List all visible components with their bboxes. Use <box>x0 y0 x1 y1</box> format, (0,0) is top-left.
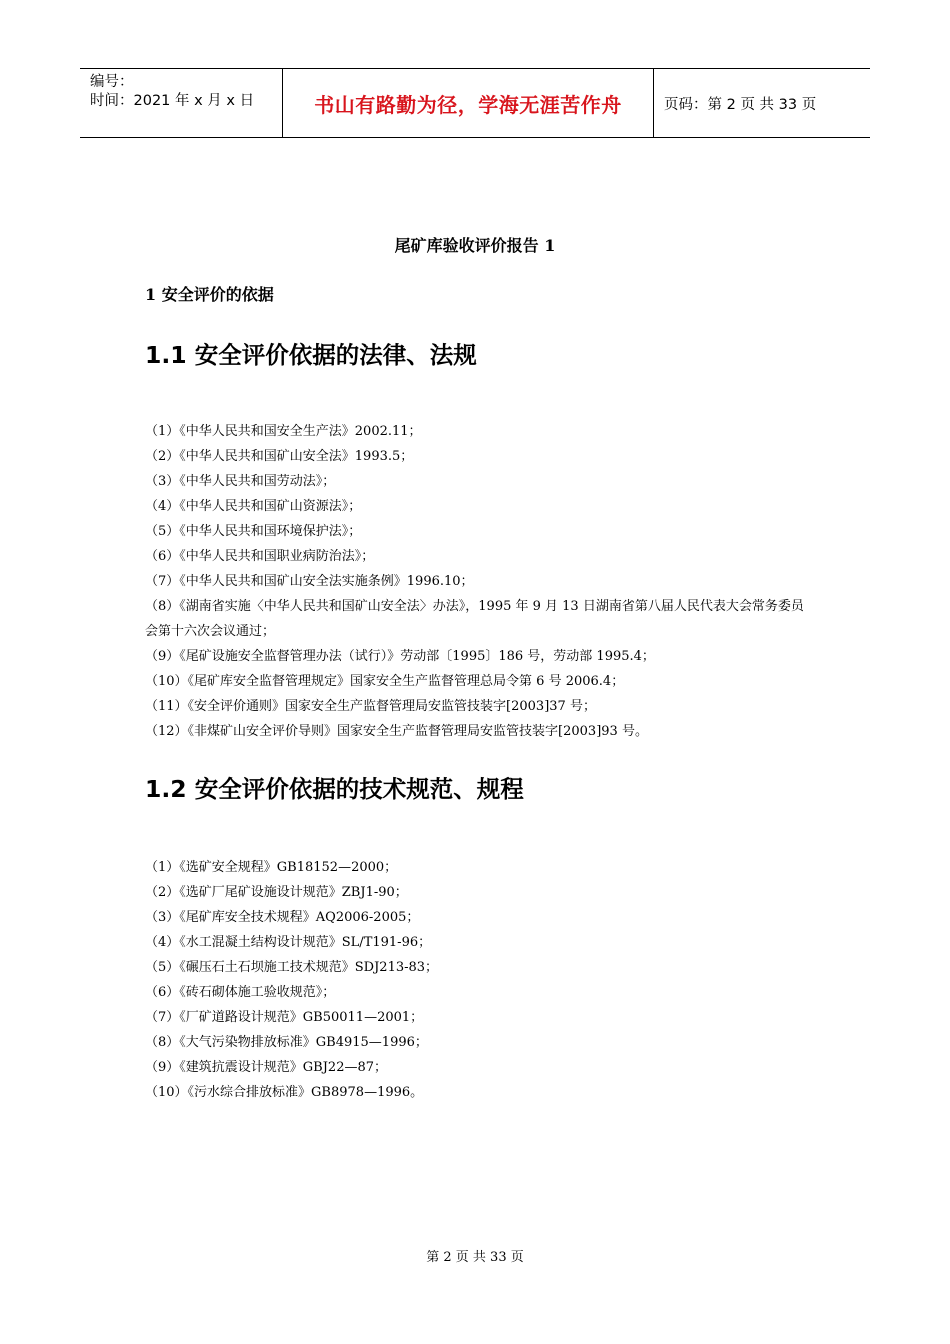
list-item: （3）《尾矿库安全技术规程》AQ2006-2005； <box>145 910 420 925</box>
list-item: （6）《砖石砌体施工验收规范》； <box>145 985 336 1000</box>
list-item: （7）《厂矿道路设计规范》GB50011—2001； <box>145 1010 424 1025</box>
list-item: （11）《安全评价通则》国家安全生产监督管理局安监管技装字[2003]37 号； <box>145 699 596 714</box>
list-item: （9）《尾矿设施安全监督管理办法（试行）》劳动部〔1995〕186 号，劳动部 1995.4； <box>145 649 655 664</box>
technical-standards-list <box>145 855 815 1105</box>
page-info-text: 页码：第 2 页 共 33 页 <box>664 96 817 113</box>
header-page-info <box>654 69 870 137</box>
list-item: （10）《污水综合排放标准》GB8978—1996。 <box>145 1085 424 1100</box>
document-date-label: 时间：2021 年 x 月 x 日 <box>90 93 255 109</box>
list-item: （5）《中华人民共和国环境保护法》； <box>145 524 362 539</box>
section-heading-1-1: 1.1 安全评价依据的法律、法规 <box>145 341 477 369</box>
list-item: （2）《中华人民共和国矿山安全法》1993.5； <box>145 449 414 464</box>
laws-regulations-list <box>145 419 815 744</box>
list-item: （5）《碾压石土石坝施工技术规范》SDJ213-83； <box>145 960 439 975</box>
section-heading-1-2: 1.2 安全评价依据的技术规范、规程 <box>145 775 524 803</box>
list-item: （4）《水工混凝土结构设计规范》SL/T191-96； <box>145 935 432 950</box>
document-number-label: 编号： <box>90 74 134 90</box>
list-item: （8）《湖南省实施〈中华人民共和国矿山安全法〉办法》，1995 年 9 月 13 日湖南省第八届人民代表大会常务委员会第十六次会议通过； <box>145 599 804 639</box>
document-title: 尾矿库验收评价报告 1 <box>394 236 556 255</box>
list-item: （8）《大气污染物排放标准》GB4915—1996； <box>145 1035 428 1050</box>
page-header <box>80 68 870 138</box>
header-meta <box>80 69 282 137</box>
list-item: （9）《建筑抗震设计规范》GBJ22—87； <box>145 1060 388 1075</box>
list-item: （3）《中华人民共和国劳动法》； <box>145 474 336 489</box>
list-item: （1）《选矿安全规程》GB18152—2000； <box>145 860 398 875</box>
list-item: （10）《尾矿库安全监督管理规定》国家安全生产监督管理总局令第 6 号 2006.4； <box>145 674 625 689</box>
list-item: （6）《中华人民共和国职业病防治法》； <box>145 549 375 564</box>
list-item: （4）《中华人民共和国矿山资源法》； <box>145 499 362 514</box>
header-motto: 书山有路勤为径，学海无涯苦作舟 <box>282 69 654 137</box>
list-item: （12）《非煤矿山安全评价导则》国家安全生产监督管理局安监管技装字[2003]93 号。 <box>145 724 648 739</box>
list-item: （1）《中华人民共和国安全生产法》2002.11； <box>145 424 422 439</box>
list-item: （2）《选矿厂尾矿设施设计规范》ZBJ1-90； <box>145 885 408 900</box>
list-item: （7）《中华人民共和国矿山安全法实施条例》1996.10； <box>145 574 474 589</box>
section-heading-1: 1 安全评价的依据 <box>145 285 274 304</box>
page-footer: 第 2 页 共 33 页 <box>426 1250 524 1265</box>
